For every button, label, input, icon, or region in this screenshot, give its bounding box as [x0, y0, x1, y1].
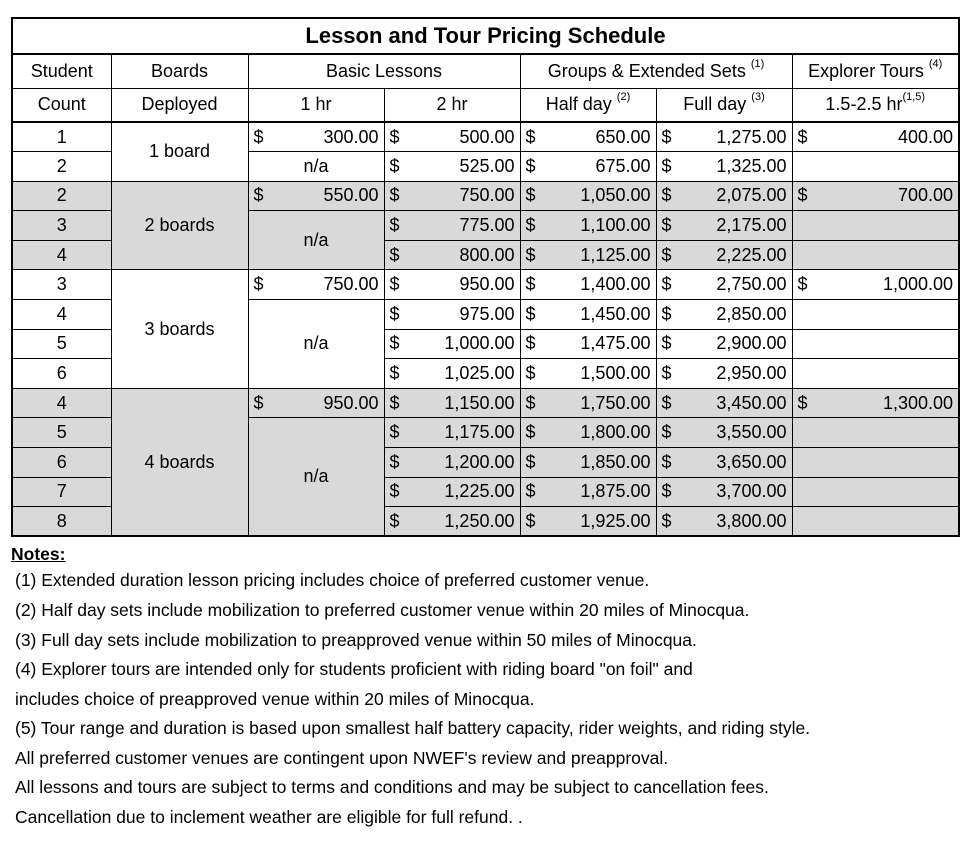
one-hr-price-cell — [248, 181, 384, 211]
full-day-price-cell — [656, 270, 792, 300]
full-day-price-cell — [656, 240, 792, 270]
notes-section — [11, 542, 958, 832]
half-day-price-cell — [520, 448, 656, 478]
price-amount: 975.00 — [459, 303, 515, 324]
currency-symbol: $ — [389, 126, 400, 147]
price-amount: 1,400.00 — [580, 274, 651, 295]
boards-deployed-cell: 1 board — [111, 122, 248, 181]
currency-symbol: $ — [253, 392, 264, 413]
price-amount: 1,800.00 — [580, 422, 651, 443]
pricing-sheet — [11, 17, 958, 833]
currency-symbol: $ — [525, 126, 536, 147]
currency-symbol: $ — [389, 185, 400, 206]
full-day-price-cell — [656, 152, 792, 182]
two-hr-price-cell — [384, 211, 520, 241]
one-hr-price-cell — [248, 122, 384, 152]
student-count-cell: 3 — [12, 270, 111, 300]
currency-symbol: $ — [253, 274, 264, 295]
two-hr-price-cell — [384, 388, 520, 418]
price-amount: 1,175.00 — [444, 422, 515, 443]
student-count-cell: 2 — [12, 181, 111, 211]
half-day-price-cell — [520, 270, 656, 300]
header-explorer-range: 1.5-2.5 hr$^{(1,5)}$ — [792, 88, 959, 122]
price-amount: 1,225.00 — [444, 481, 515, 502]
price-amount: 1,000.00 — [882, 274, 954, 295]
table-row — [12, 270, 959, 300]
half-day-price-cell — [520, 122, 656, 152]
price-amount: 1,000.00 — [444, 333, 515, 354]
half-day-price-cell — [520, 240, 656, 270]
currency-symbol: $ — [525, 333, 536, 354]
explorer-empty-cell — [792, 507, 959, 537]
full-day-price-cell — [656, 507, 792, 537]
price-amount: 800.00 — [459, 244, 515, 265]
currency-symbol: $ — [661, 215, 672, 236]
one-hr-na-cell: n/a — [248, 418, 384, 536]
price-amount: 700.00 — [897, 185, 954, 206]
price-amount: 1,125.00 — [580, 244, 651, 265]
currency-symbol: $ — [525, 451, 536, 472]
half-day-price-cell — [520, 329, 656, 359]
price-amount: 2,900.00 — [716, 333, 787, 354]
currency-symbol: $ — [661, 126, 672, 147]
half-day-price-cell — [520, 507, 656, 537]
table-row — [12, 122, 959, 152]
note-line: (5) Tour range and duration is based upon smallest half battery capacity, rider weights, and riding style. — [15, 718, 811, 739]
currency-symbol: $ — [797, 392, 808, 413]
price-amount: 1,100.00 — [580, 215, 651, 236]
currency-symbol: $ — [525, 363, 536, 384]
full-day-price-cell — [656, 300, 792, 330]
header-boards-bottom: Deployed — [111, 88, 248, 122]
currency-symbol: $ — [525, 510, 536, 531]
currency-symbol: $ — [525, 155, 536, 176]
currency-symbol: $ — [525, 481, 536, 502]
explorer-empty-cell — [792, 152, 959, 182]
half-day-price-cell — [520, 152, 656, 182]
currency-symbol: $ — [389, 451, 400, 472]
price-amount: 1,875.00 — [580, 481, 651, 502]
price-amount: 2,175.00 — [716, 215, 787, 236]
student-count-cell: 4 — [12, 388, 111, 418]
pricing-table — [11, 17, 960, 537]
price-amount: 1,450.00 — [580, 303, 651, 324]
note-line: (4) Explorer tours are intended only for students proficient with riding board "on foil" and — [15, 659, 693, 680]
price-amount: 950.00 — [323, 392, 379, 413]
note-line: All lessons and tours are subject to terms and conditions and may be subject to cancellation fees. — [15, 777, 769, 798]
notes-list — [11, 566, 958, 832]
currency-symbol: $ — [525, 422, 536, 443]
price-amount: 2,850.00 — [716, 303, 787, 324]
table-title: Lesson and Tour Pricing Schedule — [12, 18, 959, 54]
table-row — [12, 388, 959, 418]
half-day-price-cell — [520, 477, 656, 507]
explorer-price-cell — [792, 122, 959, 152]
price-amount: 3,450.00 — [716, 392, 787, 413]
student-count-cell: 8 — [12, 507, 111, 537]
currency-symbol: $ — [389, 215, 400, 236]
note-line: (3) Full day sets include mobilization to preapproved venue within 50 miles of Minocqua. — [15, 629, 697, 650]
price-amount: 1,025.00 — [444, 363, 515, 384]
full-day-price-cell — [656, 418, 792, 448]
currency-symbol: $ — [661, 363, 672, 384]
price-amount: 300.00 — [323, 126, 379, 147]
currency-symbol: $ — [797, 126, 808, 147]
header-two-hr: 2 hr — [384, 88, 520, 122]
half-day-price-cell — [520, 300, 656, 330]
half-day-price-cell — [520, 359, 656, 389]
header-student-count-bottom: Count — [12, 88, 111, 122]
full-day-price-cell — [656, 477, 792, 507]
header-full-day: Full day $^{(3)}$ — [656, 88, 792, 122]
currency-symbol: $ — [525, 274, 536, 295]
currency-symbol: $ — [661, 244, 672, 265]
currency-symbol: $ — [389, 155, 400, 176]
two-hr-price-cell — [384, 329, 520, 359]
explorer-empty-cell — [792, 211, 959, 241]
currency-symbol: $ — [389, 244, 400, 265]
price-amount: 950.00 — [459, 274, 515, 295]
currency-symbol: $ — [797, 274, 808, 295]
header-student-count-top: Student — [12, 54, 111, 88]
currency-symbol: $ — [389, 333, 400, 354]
student-count-cell: 4 — [12, 240, 111, 270]
half-day-price-cell — [520, 418, 656, 448]
two-hr-price-cell — [384, 300, 520, 330]
header-half-day: Half day $^{(2)}$ — [520, 88, 656, 122]
currency-symbol: $ — [661, 392, 672, 413]
currency-symbol: $ — [661, 481, 672, 502]
price-amount: 1,150.00 — [444, 392, 515, 413]
currency-symbol: $ — [661, 333, 672, 354]
two-hr-price-cell — [384, 270, 520, 300]
currency-symbol: $ — [389, 274, 400, 295]
currency-symbol: $ — [525, 185, 536, 206]
student-count-cell: 4 — [12, 300, 111, 330]
two-hr-price-cell — [384, 477, 520, 507]
explorer-empty-cell — [792, 448, 959, 478]
currency-symbol: $ — [525, 215, 536, 236]
student-count-cell: 3 — [12, 211, 111, 241]
price-amount: 1,300.00 — [882, 392, 954, 413]
currency-symbol: $ — [661, 185, 672, 206]
two-hr-price-cell — [384, 181, 520, 211]
half-day-price-cell — [520, 181, 656, 211]
note-line: All preferred customer venues are contingent upon NWEF's review and preapproval. — [15, 747, 669, 768]
price-amount: 750.00 — [459, 185, 515, 206]
header-explorer-tours: Explorer Tours $^{(4)}$ — [792, 54, 959, 88]
student-count-cell: 1 — [12, 122, 111, 152]
price-amount: 2,950.00 — [716, 363, 787, 384]
price-amount: 2,075.00 — [716, 185, 787, 206]
full-day-price-cell — [656, 329, 792, 359]
price-amount: 1,475.00 — [580, 333, 651, 354]
boards-deployed-cell: 4 boards — [111, 388, 248, 536]
note-line: (1) Extended duration lesson pricing includes choice of preferred customer venue. — [15, 570, 650, 591]
price-amount: 3,700.00 — [716, 481, 787, 502]
header-boards-top: Boards — [111, 54, 248, 88]
currency-symbol: $ — [525, 392, 536, 413]
two-hr-price-cell — [384, 152, 520, 182]
header-basic-lessons: Basic Lessons — [248, 54, 520, 88]
one-hr-price-cell — [248, 388, 384, 418]
explorer-empty-cell — [792, 329, 959, 359]
price-amount: 1,925.00 — [580, 510, 651, 531]
currency-symbol: $ — [525, 303, 536, 324]
full-day-price-cell — [656, 359, 792, 389]
price-amount: 675.00 — [595, 155, 651, 176]
one-hr-na-cell: n/a — [248, 211, 384, 270]
note-line: includes choice of preapproved venue within 20 miles of Minocqua. — [15, 688, 535, 709]
price-amount: 500.00 — [459, 126, 515, 147]
currency-symbol: $ — [389, 303, 400, 324]
currency-symbol: $ — [525, 244, 536, 265]
price-amount: 775.00 — [459, 215, 515, 236]
boards-deployed-cell: 3 boards — [111, 270, 248, 388]
table-body — [12, 122, 959, 536]
student-count-cell: 2 — [12, 152, 111, 182]
price-amount: 1,325.00 — [716, 155, 787, 176]
price-amount: 525.00 — [459, 155, 515, 176]
currency-symbol: $ — [389, 510, 400, 531]
header-groups-extended: Groups & Extended Sets $^{(1)}$ — [520, 54, 792, 88]
price-amount: 2,750.00 — [716, 274, 787, 295]
currency-symbol: $ — [389, 422, 400, 443]
currency-symbol: $ — [797, 185, 808, 206]
full-day-price-cell — [656, 388, 792, 418]
price-amount: 650.00 — [595, 126, 651, 147]
student-count-cell: 5 — [12, 418, 111, 448]
one-hr-price-cell — [248, 270, 384, 300]
explorer-price-cell — [792, 388, 959, 418]
price-amount: 1,250.00 — [444, 510, 515, 531]
table-row — [12, 181, 959, 211]
student-count-cell: 7 — [12, 477, 111, 507]
student-count-cell: 6 — [12, 448, 111, 478]
full-day-price-cell — [656, 211, 792, 241]
currency-symbol: $ — [661, 422, 672, 443]
explorer-price-cell — [792, 270, 959, 300]
price-amount: 3,650.00 — [716, 451, 787, 472]
note-line: Cancellation due to inclement weather are eligible for full refund. . — [15, 807, 523, 828]
currency-symbol: $ — [661, 274, 672, 295]
two-hr-price-cell — [384, 359, 520, 389]
currency-symbol: $ — [661, 510, 672, 531]
two-hr-price-cell — [384, 240, 520, 270]
currency-symbol: $ — [661, 155, 672, 176]
two-hr-price-cell — [384, 448, 520, 478]
price-amount: 2,225.00 — [716, 244, 787, 265]
explorer-empty-cell — [792, 300, 959, 330]
explorer-empty-cell — [792, 240, 959, 270]
price-amount: 550.00 — [323, 185, 379, 206]
price-amount: 1,750.00 — [580, 392, 651, 413]
full-day-price-cell — [656, 448, 792, 478]
price-amount: 3,550.00 — [716, 422, 787, 443]
two-hr-price-cell — [384, 122, 520, 152]
currency-symbol: $ — [661, 303, 672, 324]
notes-title: Notes: — [11, 544, 66, 565]
one-hr-na-cell: n/a — [248, 152, 384, 182]
currency-symbol: $ — [389, 363, 400, 384]
half-day-price-cell — [520, 211, 656, 241]
student-count-cell: 5 — [12, 329, 111, 359]
note-line: (2) Half day sets include mobilization to preferred customer venue within 20 miles of Minocqua. — [15, 599, 750, 620]
currency-symbol: $ — [389, 392, 400, 413]
price-amount: 1,200.00 — [444, 451, 515, 472]
half-day-price-cell — [520, 388, 656, 418]
price-amount: 400.00 — [897, 126, 954, 147]
one-hr-na-cell: n/a — [248, 300, 384, 389]
price-amount: 1,275.00 — [716, 126, 787, 147]
price-amount: 3,800.00 — [716, 510, 787, 531]
price-amount: 1,050.00 — [580, 185, 651, 206]
explorer-empty-cell — [792, 359, 959, 389]
currency-symbol: $ — [253, 185, 264, 206]
boards-deployed-cell: 2 boards — [111, 181, 248, 270]
currency-symbol: $ — [661, 451, 672, 472]
explorer-empty-cell — [792, 477, 959, 507]
full-day-price-cell — [656, 122, 792, 152]
price-amount: 750.00 — [323, 274, 379, 295]
currency-symbol: $ — [253, 126, 264, 147]
price-amount: 1,500.00 — [580, 363, 651, 384]
header-one-hr: 1 hr — [248, 88, 384, 122]
price-amount: 1,850.00 — [580, 451, 651, 472]
explorer-empty-cell — [792, 418, 959, 448]
currency-symbol: $ — [389, 481, 400, 502]
two-hr-price-cell — [384, 418, 520, 448]
full-day-price-cell — [656, 181, 792, 211]
explorer-price-cell — [792, 181, 959, 211]
two-hr-price-cell — [384, 507, 520, 537]
student-count-cell: 6 — [12, 359, 111, 389]
